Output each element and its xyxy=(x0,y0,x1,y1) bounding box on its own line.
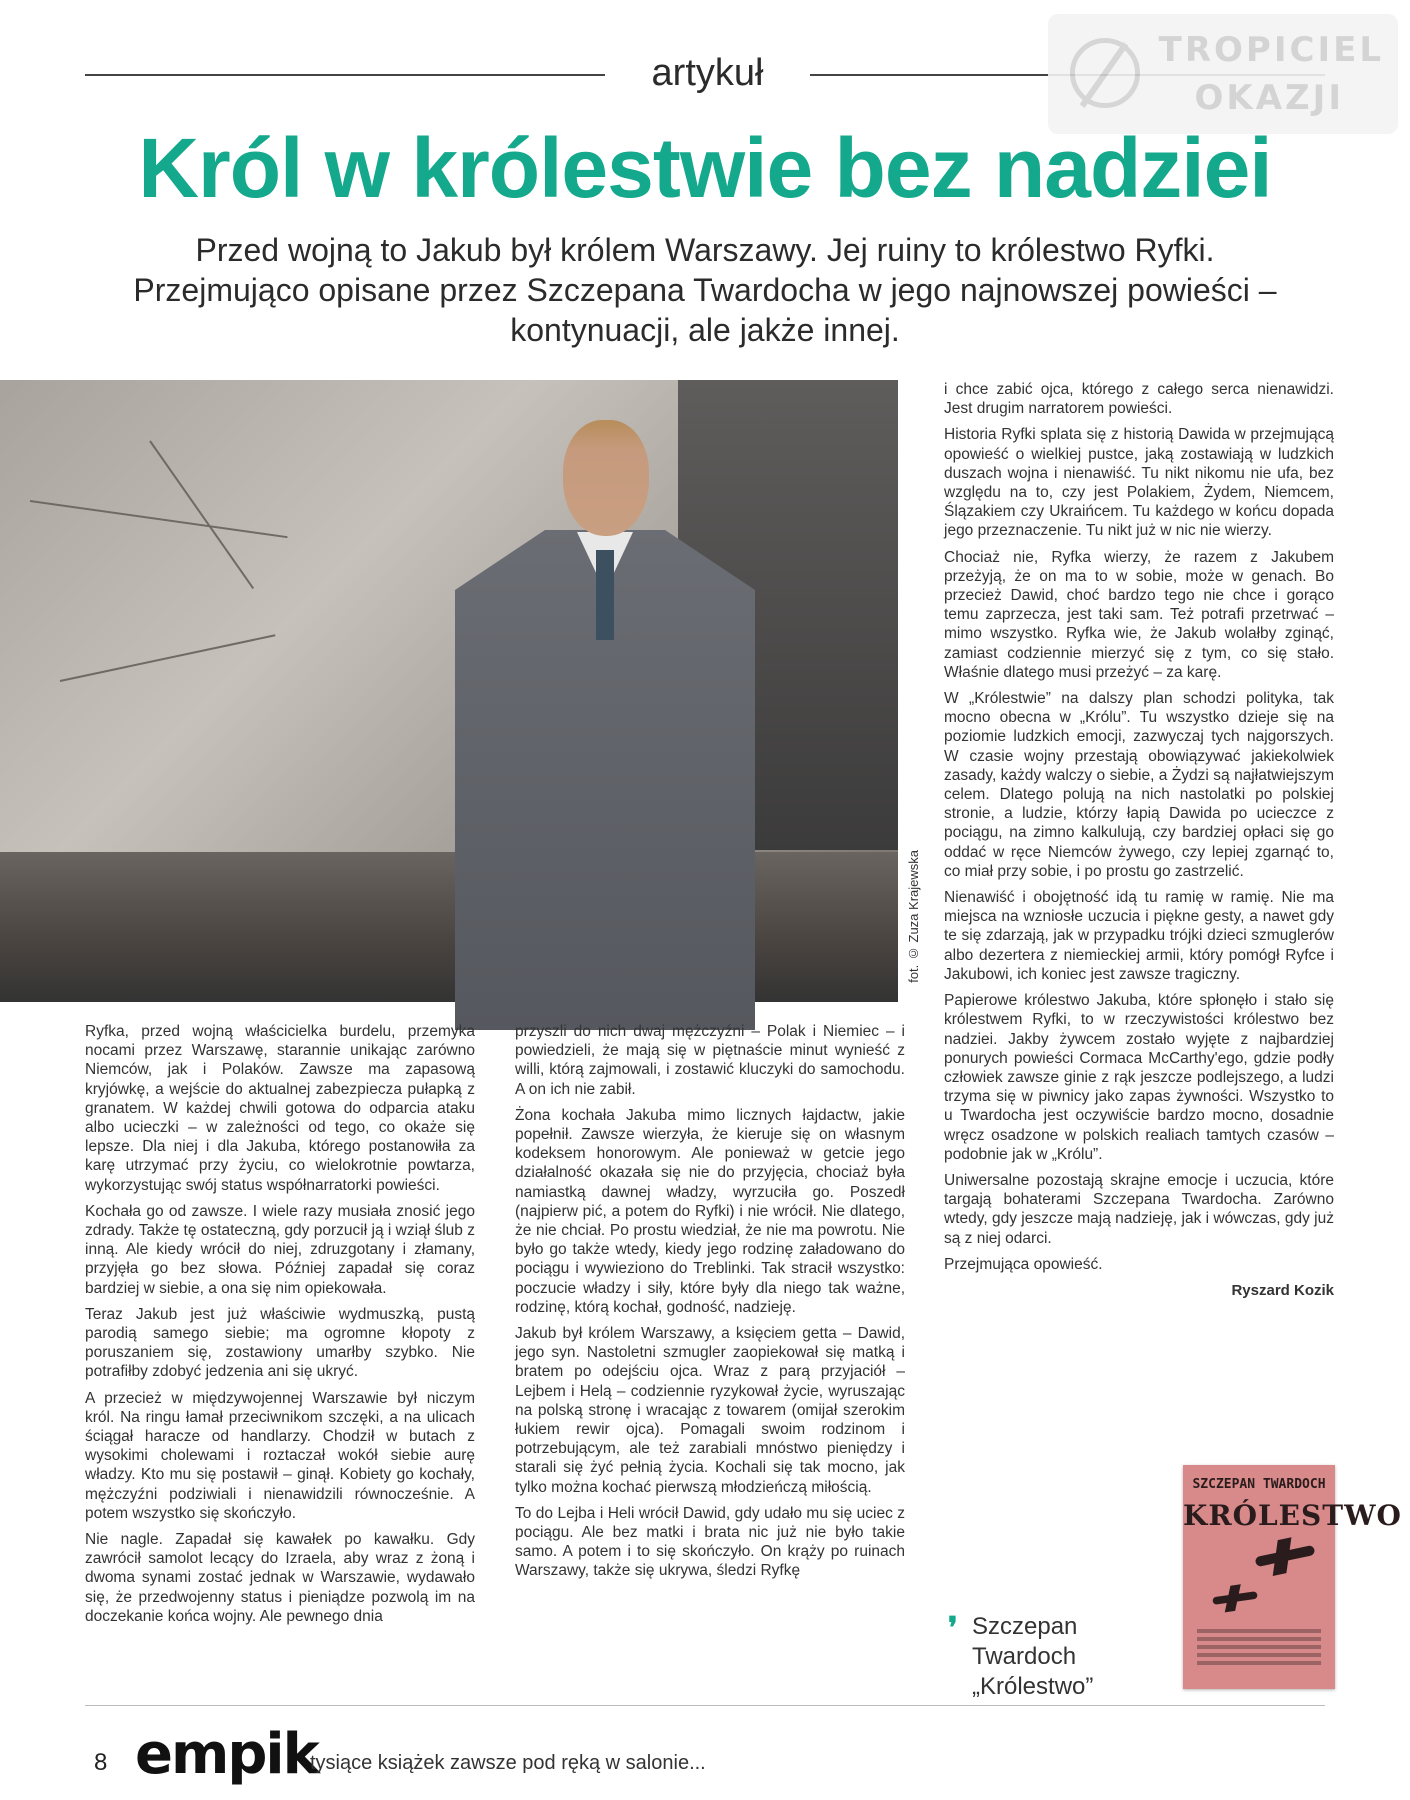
paragraph: przyszli do nich dwaj mężczyźni – Polak i Niemiec – i powiedzieli, że mają się w piętnaście minut wynieść z willi, którą zajmowali, i zostawić kluczyki do samochodu. A on ich nie zabił. xyxy=(515,1023,905,1098)
paragraph: Nienawiść i obojętność idą tu ramię w ramię. Nie ma miejsca na wzniosłe uczucia i piękne gesty, a nawet gdy te się zdarzają, jak w przypadku trójki dzieci szmuglerów albo dezertera z niemieckiej armii, który pomógł Ryfce i Jakubowi, ich koniec jest zawsze tragiczny. xyxy=(944,889,1334,983)
book-cover-author: SZCZEPAN TWARDOCH xyxy=(1192,1477,1326,1492)
article-column-3 xyxy=(944,380,1334,1300)
paragraph: Uniwersalne pozostają skrajne emocje i uczucia, które targają bohaterami Szczepana Twardocha. Zarówno wtedy, gdy jeszcze mają nadzieję, jak i wówczas, gdy już są z niej odarci. xyxy=(944,1171,1334,1247)
footer-tagline: tysiące książek zawsze pod ręką w salonie... xyxy=(310,1752,706,1774)
airplane-icon xyxy=(1212,1591,1258,1605)
percent-tag-icon xyxy=(1070,38,1140,108)
watermark-logo xyxy=(1048,14,1398,134)
book-cover-text xyxy=(1197,1645,1321,1649)
book-caption xyxy=(948,1612,1122,1702)
book-cover-text xyxy=(1197,1629,1321,1633)
paragraph: Teraz Jakub jest już właściwie wydmuszką, pustą parodią samego siebie; ma ogromne kłopoty z poruszaniem się, zostawiony umarłby szybko. Nie potrafiłby zdobyć jedzenia ani się ukryć. xyxy=(85,1305,475,1381)
page-number: 8 xyxy=(94,1749,108,1776)
paragraph: A przecież w międzywojennej Warszawie był niczym król. Na ringu łamał przeciwnikom szczęki, a na ulicach ściągał haracze od handlarzy. Chodził w butach z wysokimi cholewami i roztaczał wokół siebie aurę władzy. Kto mu się postawił – ginął. Kobiety go kochały, mężczyźni podziwiali i nienawidzili równocześnie. A potem wszystko się skończyło. xyxy=(85,1389,475,1522)
watermark-line-1: TROPICIEL xyxy=(1158,30,1384,70)
article-column-1 xyxy=(85,1022,475,1633)
photo-wall-crack xyxy=(30,500,288,538)
paragraph: Historia Ryfki splata się z historią Dawida w przejmującą opowieść o wielkiej pustce, jaką zostawiają w ludzkich duszach wojna i nienawiść. Tu nikt nikomu nie ufa, bez względu na to, czy jest Polakiem, Żydem, Niemcem, Ślązakiem czy Ukraińcem. Tu każdego w końcu dopada jego przeznaczenie. Tu nikt już w nic nie wierzy. xyxy=(944,426,1334,540)
airplane-icon xyxy=(1255,1545,1316,1567)
book-cover-title: KRÓLESTWO xyxy=(1183,1499,1402,1532)
footer-divider xyxy=(85,1705,1325,1706)
book-cover-text xyxy=(1197,1661,1321,1665)
article-author: Ryszard Kozik xyxy=(1231,1281,1334,1299)
article-headline: Król w królestwie bez nadziei xyxy=(138,121,1272,215)
book-caption-line: Twardoch xyxy=(972,1643,1077,1670)
photo-head xyxy=(563,420,649,536)
photo-ground xyxy=(0,852,898,1002)
photo-credit: fot. © Zuza Krajewska xyxy=(906,850,921,983)
paragraph: Żona kochała Jakuba mimo licznych łajdactw, jakie popełnił. Zawsze wierzyła, że kieruje się on własnym kodeksem honorowym. Ale ponieważ w getcie jego działalność okazała się nie do przyjęcia, chociaż była namiastką dawnej władzy, wyrzuciła go. Poszedł (najpierw pić, a potem do Ryfki) i nie wrócił. Nie dlatego, że nie chciał. Po prostu wiedział, że nie ma powrotu. Nie było go także wtedy, kiedy jego rodzinę załadowano do pociągu i wywieziono do Treblinki. Tak stracił wszystko: poczucie władzy i siły, które były dla niego tak ważne, rodzinę, którą kochał, godność, nadzieję. xyxy=(515,1106,905,1316)
paragraph: Papierowe królestwo Jakuba, które spłonęło i stało się królestwem Ryfki, to w rzeczywistości królestwo bez nadziei. Jakby żywcem zostało wyjęte z najbardziej ponurych powieści Cormaca McCarthy'ego, gdzie podły człowiek zawsze ginie z rąk jeszcze podlejszego, a ludzi trzyma się w piwnicy jako zapas żywności. Wszystko to u Twardocha jest oczywiście bardzo mocno, dosadnie wręcz osadzone w polskich realiach tamtych czasów – podobnie jak w „Królu”. xyxy=(944,992,1334,1163)
photo-wall-crack xyxy=(60,634,276,682)
paragraph: i chce zabić ojca, którego z całego serca nienawidzi. Jest drugim narratorem powieści. xyxy=(944,381,1334,418)
watermark-line-2: OKAZJI xyxy=(1194,78,1344,118)
book-caption-line: Szczepan xyxy=(972,1613,1078,1640)
article-column-2 xyxy=(515,1022,905,1588)
quote-mark-icon: ❜ xyxy=(948,1612,958,1645)
paragraph: Kochała go od zawsze. I wiele razy musiała znosić jego zdrady. Także tę ostateczną, gdy porzucił ją i wziął ślub z inną. Ale kiedy wrócił do niej, zdruzgotany i złamany, przyjęła go bez słowa. Później zapadał się coraz bardziej w siebie, a ona się nim opiekowała. xyxy=(85,1202,475,1297)
photo-tie xyxy=(596,550,614,640)
section-rule-left xyxy=(85,74,605,76)
paragraph: Przejmująca opowieść. xyxy=(944,1255,1103,1273)
paragraph: Nie nagle. Zapadał się kawałek po kawałku. Gdy zawrócił samolot lecący do Izraela, aby wraz z żoną i dwoma synami zostać jednak w Warszawie, wydawało się, że przedwojenny status i pieniądze pozwolą im na doczekanie końca wojny. Ale pewnego dnia xyxy=(85,1531,475,1625)
empik-logo: empik xyxy=(135,1722,318,1787)
book-cover-text xyxy=(1197,1653,1321,1657)
paragraph: Chociaż nie, Ryfka wierzy, że razem z Jakubem przeżyją, że on ma to w sobie, może w genach. Bo przecież Dawid, choć bardzo tego nie chce i gorąco temu zaprzecza, jest taki sam. Też potrafi przetrwać – mimo wszystko. Ryfka wie, że Jakub wolałby zginąć, zamiast codziennie mierzyć się z tym, co się stało. Właśnie dlatego musi przeżyć – za karę. xyxy=(944,548,1334,681)
paragraph: Ryfka, przed wojną właścicielka burdelu, przemyka nocami przez Warszawę, starannie unikając zarówno Niemców, jak i Polaków. Zawsze ma zapasową kryjówkę, a wejście do aktualnej zabezpiecza pułapką z granatem. W każdej chwili gotowa do odparcia ataku albo ucieczki – w zależności od tego, co okaże się lepsze. Dla niej i dla Jakuba, którego postanowiła za karę utrzymać przy życiu, co wielokrotnie powtarza, wykorzystując swój status współnarratorki powieści. xyxy=(85,1023,475,1194)
book-caption-line: „Królestwo” xyxy=(972,1673,1094,1700)
article-lede: Przed wojną to Jakub był królem Warszawy. Jej ruiny to królestwo Ryfki. Przejmująco opisane przez Szczepana Twardocha w jego najnowszej powieści – kontynuacji, ale jakże innej. xyxy=(133,232,1277,348)
photo-person xyxy=(455,420,755,1020)
paragraph: Jakub był królem Warszawy, a księciem getta – Dawid, jego syn. Nastoletni szmugler zaopiekował się matką i bratem po odejściu ojca. Wraz z parą przyjaciół – Lejbem i Helą – codziennie ryzykował życie, wyruszając na polską stronę i wracając z towarem (omijał szerokim łukiem rewir ojca). Pomagali swoim rodzinom i potrzebującym, ale też zarabiali mnóstwo pieniędzy i starali się żyć pełnią życia. Kochali się tak mocno, jak tylko można kochać pierwszą młodzieńczą miłością. xyxy=(515,1325,905,1496)
section-label: artykuł xyxy=(651,52,764,94)
paragraph: W „Królestwie” na dalszy plan schodzi polityka, tak mocno obecna w „Królu”. Tu wszystko dzieje się na poziomie ludzkich emocji, zazwyczaj tych najgorszych. W czasie wojny przestają obowiązywać jakiekolwiek zasady, każdy walczy o siebie, a Żydzi są najłatwiejszym celem. Dlatego polują na nich nastolatki po polskiej stronie, a ludzie, którzy łapią Dawida po ucieczce z pociągu, na zimno kalkulują, czy bardziej opłaci się go oddać w ręce Niemców żywego, czy lepiej zgarnąć to, co miał przy sobie, i po prostu go zastrzelić. xyxy=(944,690,1334,880)
author-photo xyxy=(0,380,898,1002)
paragraph: To do Lejba i Heli wrócił Dawid, gdy udało mu się uciec z pociągu. Ale bez matki i brata nic już nie było takie samo. A potem i to się skończyło. On krąży po ruinach Warszawy, także się ukrywa, śledzi Ryfkę xyxy=(515,1504,905,1580)
photo-wall-crack xyxy=(149,440,254,589)
book-cover-text xyxy=(1197,1637,1321,1641)
book-cover-image xyxy=(1183,1465,1402,1689)
